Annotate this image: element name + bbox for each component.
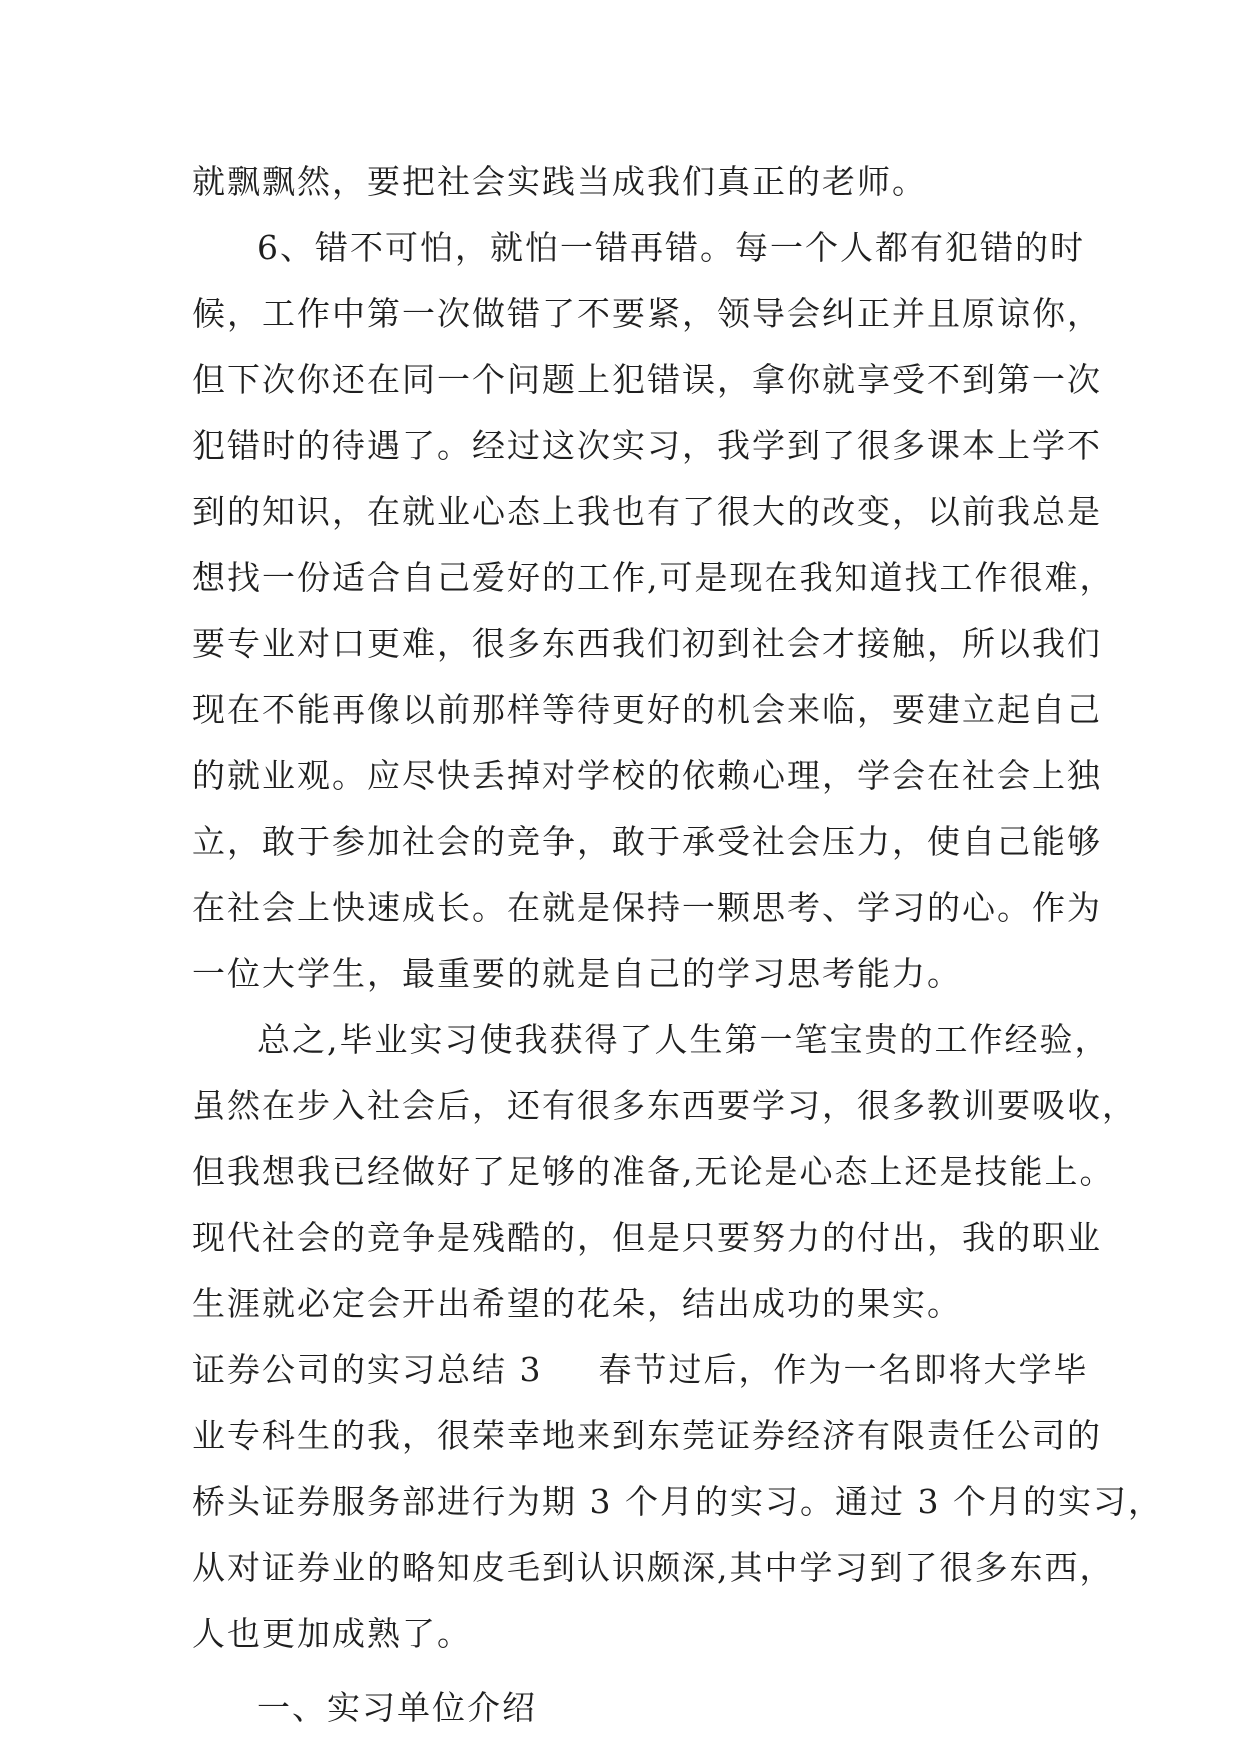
text-line-3: 候，工作中第一次做错了不要紧，领导会纠正并且原谅你， <box>192 294 1102 333</box>
subsection-heading: 一、实习单位介绍 <box>257 1688 537 1727</box>
text-line-19 <box>192 1340 1089 1400</box>
text-line-17: 现代社会的竞争是残酷的，但是只要努力的付出，我的职业 <box>192 1218 1102 1257</box>
text-line-23: 人也更加成熟了。 <box>192 1614 472 1653</box>
text-line-5: 犯错时的待遇了。经过这次实习，我学到了很多课本上学不 <box>192 426 1102 465</box>
text-line-13: 一位大学生，最重要的就是自己的学习思考能力。 <box>192 954 962 993</box>
text-line-6: 到的知识，在就业心态上我也有了很大的改变，以前我总是 <box>192 492 1102 531</box>
text-line-12: 在社会上快速成长。在就是保持一颗思考、学习的心。作为 <box>192 888 1102 927</box>
text-line-18: 生涯就必定会开出希望的花朵，结出成功的果实。 <box>192 1284 962 1323</box>
text-line-20: 业专科生的我，很荣幸地来到东莞证券经济有限责任公司的 <box>192 1416 1102 1455</box>
text-line-11: 立，敢于参加社会的竞争，敢于承受社会压力，使自己能够 <box>192 822 1102 861</box>
text-line-22: 从对证券业的略知皮毛到认识颇深,其中学习到了很多东西， <box>192 1548 1115 1587</box>
text-line-8: 要专业对口更难，很多东西我们初到社会才接触，所以我们 <box>192 624 1102 663</box>
text-line-2: 6、错不可怕，就怕一错再错。每一个人都有犯错的时 <box>257 228 1085 267</box>
text-line-10: 的就业观。应尽快丢掉对学校的依赖心理，学会在社会上独 <box>192 756 1102 795</box>
text-line-21: 桥头证券服务部进行为期 3 个月的实习。通过 3 个月的实习， <box>192 1482 1163 1521</box>
text-line-15: 虽然在步入社会后，还有很多东西要学习，很多教训要吸收， <box>192 1086 1137 1125</box>
text-line-16: 但我想我已经做好了足够的准备,无论是心态上还是技能上。 <box>192 1152 1115 1191</box>
text-line-14: 总之,毕业实习使我获得了人生第一笔宝贵的工作经验， <box>257 1020 1110 1059</box>
text-line-1: 就飘飘然，要把社会实践当成我们真正的老师。 <box>192 162 927 201</box>
text-line-7: 想找一份适合自己爱好的工作,可是现在我知道找工作很难， <box>192 558 1115 597</box>
section-heading-3: 证券公司的实习总结 3 <box>192 1350 543 1389</box>
text-line-19-body: 春节过后，作为一名即将大学毕 <box>598 1350 1089 1389</box>
text-line-4: 但下次你还在同一个问题上犯错误，拿你就享受不到第一次 <box>192 360 1102 399</box>
text-line-9: 现在不能再像以前那样等待更好的机会来临，要建立起自己 <box>192 690 1102 729</box>
